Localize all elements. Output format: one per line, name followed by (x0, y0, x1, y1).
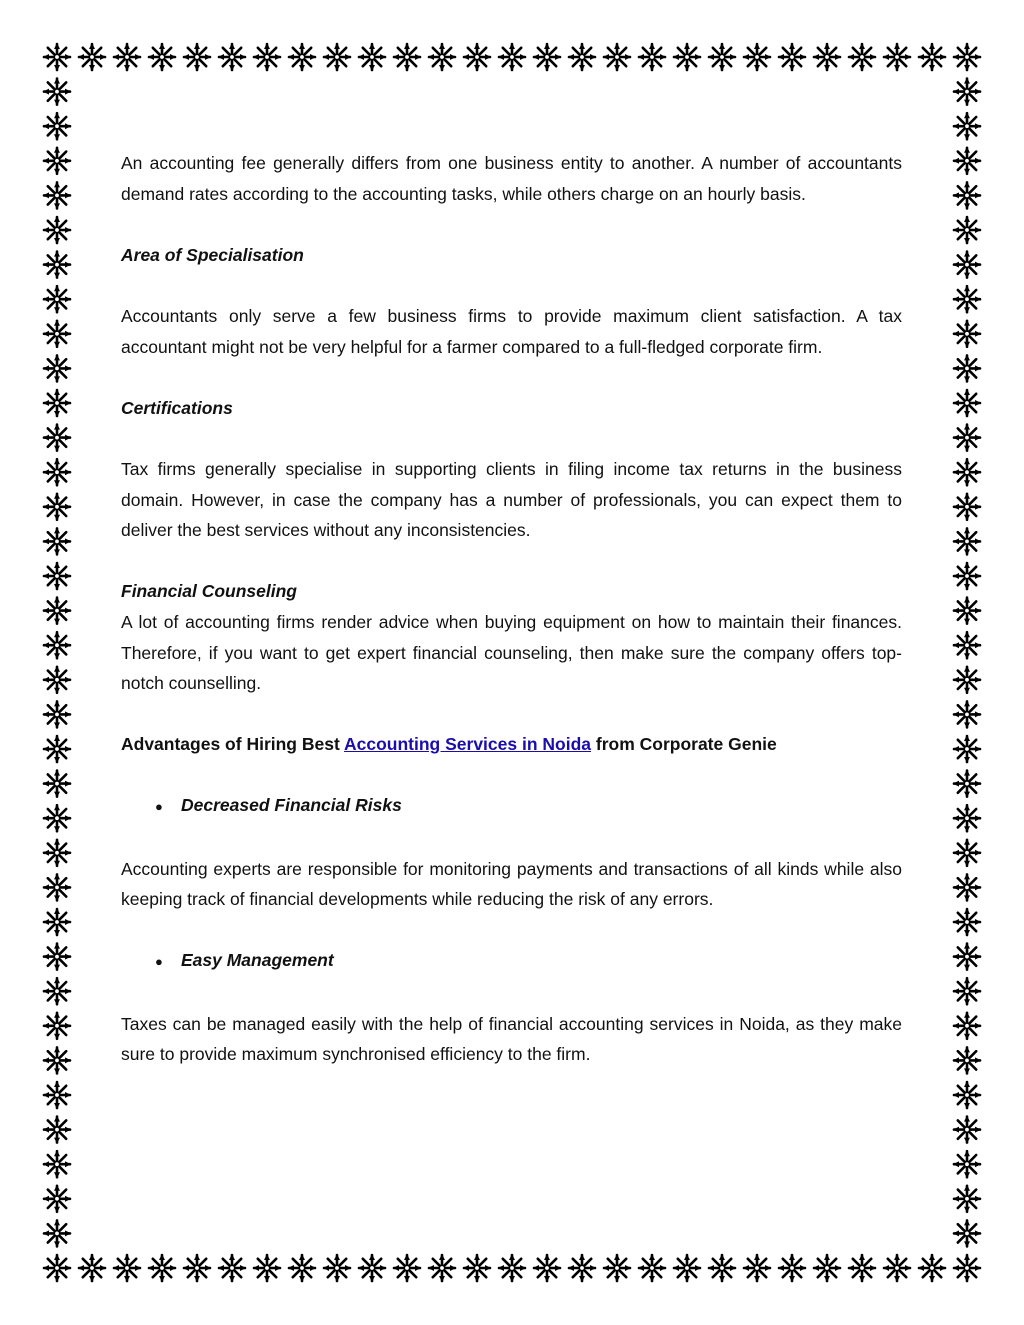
counseling-paragraph: A lot of accounting firms render advice when buying equipment on how to maintain their finances. Therefore, if you want to get expert financial counseling, then make sure the company offers top-notch counselling. (121, 611, 902, 694)
border-ornament-icon (953, 458, 981, 486)
border-ornament-icon (498, 1254, 526, 1282)
border-ornament-icon (148, 1254, 176, 1282)
border-ornament-icon (43, 666, 71, 694)
border-ornament-icon (43, 735, 71, 763)
border-ornament-icon (43, 1116, 71, 1144)
border-ornament-icon (43, 320, 71, 348)
bullet-dot: ● (155, 799, 163, 815)
border-ornament-icon (43, 112, 71, 140)
border-ornament-icon (848, 1254, 876, 1282)
border-ornament-icon (218, 1254, 246, 1282)
border-ornament-icon (953, 216, 981, 244)
border-ornament-icon (673, 1254, 701, 1282)
border-ornament-icon (673, 43, 701, 71)
border-ornament-icon (603, 43, 631, 71)
border-ornament-icon (953, 631, 981, 659)
border-ornament-icon (953, 666, 981, 694)
border-ornament-icon (743, 43, 771, 71)
border-ornament-icon (358, 1254, 386, 1282)
border-ornament-icon (953, 1254, 981, 1282)
border-ornament-icon (148, 43, 176, 71)
border-ornament-icon (253, 1254, 281, 1282)
border-ornament-icon (953, 493, 981, 521)
border-ornament-icon (288, 43, 316, 71)
border-ornament-icon (918, 43, 946, 71)
border-ornament-icon (43, 873, 71, 901)
border-ornament-icon (743, 1254, 771, 1282)
management-paragraph: Taxes can be managed easily with the help of financial accounting services in Noida, as they make sure to provide maximum synchronised efficiency to the firm. (121, 1013, 902, 1065)
border-ornament-icon (953, 112, 981, 140)
border-ornament-icon (778, 43, 806, 71)
border-ornament-icon (358, 43, 386, 71)
border-ornament-icon (183, 43, 211, 71)
border-ornament-icon (43, 216, 71, 244)
bullet-label: Decreased Financial Risks (181, 795, 402, 816)
border-ornament-icon (953, 147, 981, 175)
certifications-heading: Certifications (121, 397, 233, 418)
border-ornament-icon (813, 1254, 841, 1282)
border-ornament-icon (953, 78, 981, 106)
border-ornament-icon (43, 43, 71, 71)
advantages-heading (121, 729, 902, 760)
border-ornament-icon (953, 700, 981, 728)
border-ornament-icon (43, 389, 71, 417)
border-ornament-icon (43, 251, 71, 279)
border-ornament-icon (43, 147, 71, 175)
border-ornament-icon (953, 1012, 981, 1040)
border-ornament-icon (43, 527, 71, 555)
border-ornament-icon (953, 1185, 981, 1213)
border-ornament-icon (568, 43, 596, 71)
border-ornament-icon (113, 1254, 141, 1282)
border-ornament-icon (953, 527, 981, 555)
border-ornament-icon (113, 43, 141, 71)
border-ornament-icon (43, 770, 71, 798)
border-ornament-icon (43, 1219, 71, 1247)
border-ornament-icon (953, 43, 981, 71)
border-ornament-icon (43, 597, 71, 625)
border-ornament-icon (953, 320, 981, 348)
border-ornament-icon (953, 1046, 981, 1074)
border-ornament-icon (393, 43, 421, 71)
advantages-suffix: from Corporate Genie (591, 734, 777, 755)
border-ornament-icon (778, 1254, 806, 1282)
border-ornament-icon (953, 873, 981, 901)
border-ornament-icon (953, 943, 981, 971)
border-ornament-icon (43, 493, 71, 521)
border-ornament-icon (918, 1254, 946, 1282)
border-ornament-icon (43, 839, 71, 867)
border-ornament-icon (953, 1116, 981, 1144)
risks-paragraph: Accounting experts are responsible for monitoring payments and transactions of all kinds while also keeping track of financial developments while reducing the risk of any errors. (121, 858, 902, 910)
border-ornament-icon (43, 354, 71, 382)
border-ornament-icon (43, 285, 71, 313)
border-ornament-icon (953, 770, 981, 798)
border-ornament-icon (43, 78, 71, 106)
border-ornament-icon (953, 735, 981, 763)
border-ornament-icon (883, 43, 911, 71)
advantages-prefix: Advantages of Hiring Best (121, 734, 344, 755)
border-ornament-icon (708, 1254, 736, 1282)
bullet-label: Easy Management (181, 950, 334, 971)
border-ornament-icon (428, 1254, 456, 1282)
accounting-services-link[interactable]: Accounting Services in Noida (344, 734, 591, 755)
certifications-paragraph: Tax firms generally specialise in supporting clients in filing income tax returns in the business domain. However, in case the company has a number of professionals, you can expect them to deliver the best services without any inconsistencies. (121, 458, 902, 541)
border-ornament-icon (953, 597, 981, 625)
border-ornament-icon (953, 839, 981, 867)
border-ornament-icon (183, 1254, 211, 1282)
border-ornament-icon (848, 43, 876, 71)
border-ornament-icon (953, 1219, 981, 1247)
border-ornament-icon (43, 1150, 71, 1178)
border-ornament-icon (953, 908, 981, 936)
border-ornament-icon (253, 43, 281, 71)
specialisation-paragraph: Accountants only serve a few business firms to provide maximum client satisfaction. A tax accountant might not be very helpful for a farmer compared to a full-fledged corporate firm. (121, 305, 902, 357)
border-ornament-icon (43, 943, 71, 971)
border-ornament-icon (638, 1254, 666, 1282)
border-ornament-icon (43, 908, 71, 936)
border-ornament-icon (603, 1254, 631, 1282)
border-ornament-icon (43, 1046, 71, 1074)
document-body (121, 148, 902, 1070)
border-ornament-icon (708, 43, 736, 71)
border-ornament-icon (953, 1150, 981, 1178)
bullet-easy-management (121, 945, 902, 978)
border-ornament-icon (43, 424, 71, 452)
border-ornament-icon (43, 1185, 71, 1213)
border-ornament-icon (43, 1081, 71, 1109)
border-ornament-icon (568, 1254, 596, 1282)
border-ornament-icon (43, 804, 71, 832)
border-ornament-icon (953, 354, 981, 382)
border-ornament-icon (463, 1254, 491, 1282)
counseling-heading: Financial Counseling (121, 581, 297, 602)
border-ornament-icon (953, 424, 981, 452)
border-ornament-icon (218, 43, 246, 71)
border-ornament-icon (883, 1254, 911, 1282)
border-ornament-icon (638, 43, 666, 71)
border-ornament-icon (813, 43, 841, 71)
border-ornament-icon (498, 43, 526, 71)
border-ornament-icon (43, 1012, 71, 1040)
border-ornament-icon (953, 804, 981, 832)
border-ornament-icon (953, 389, 981, 417)
border-ornament-icon (78, 1254, 106, 1282)
border-ornament-icon (323, 43, 351, 71)
border-ornament-icon (953, 181, 981, 209)
border-ornament-icon (43, 1254, 71, 1282)
border-ornament-icon (323, 1254, 351, 1282)
border-ornament-icon (43, 562, 71, 590)
border-ornament-icon (953, 1081, 981, 1109)
bullet-dot: ● (155, 954, 163, 970)
border-ornament-icon (953, 251, 981, 279)
border-ornament-icon (953, 562, 981, 590)
border-ornament-icon (288, 1254, 316, 1282)
border-ornament-icon (43, 181, 71, 209)
intro-paragraph: An accounting fee generally differs from one business entity to another. A number of accountants demand rates according to the accounting tasks, while others charge on an hourly basis. (121, 153, 902, 204)
border-ornament-icon (428, 43, 456, 71)
border-ornament-icon (43, 458, 71, 486)
bullet-decreased-risks (121, 790, 902, 823)
specialisation-heading: Area of Specialisation (121, 244, 304, 265)
border-ornament-icon (78, 43, 106, 71)
border-ornament-icon (43, 631, 71, 659)
border-ornament-icon (953, 977, 981, 1005)
border-ornament-icon (953, 285, 981, 313)
border-ornament-icon (43, 700, 71, 728)
border-ornament-icon (393, 1254, 421, 1282)
border-ornament-icon (533, 43, 561, 71)
border-ornament-icon (463, 43, 491, 71)
border-ornament-icon (533, 1254, 561, 1282)
border-ornament-icon (43, 977, 71, 1005)
